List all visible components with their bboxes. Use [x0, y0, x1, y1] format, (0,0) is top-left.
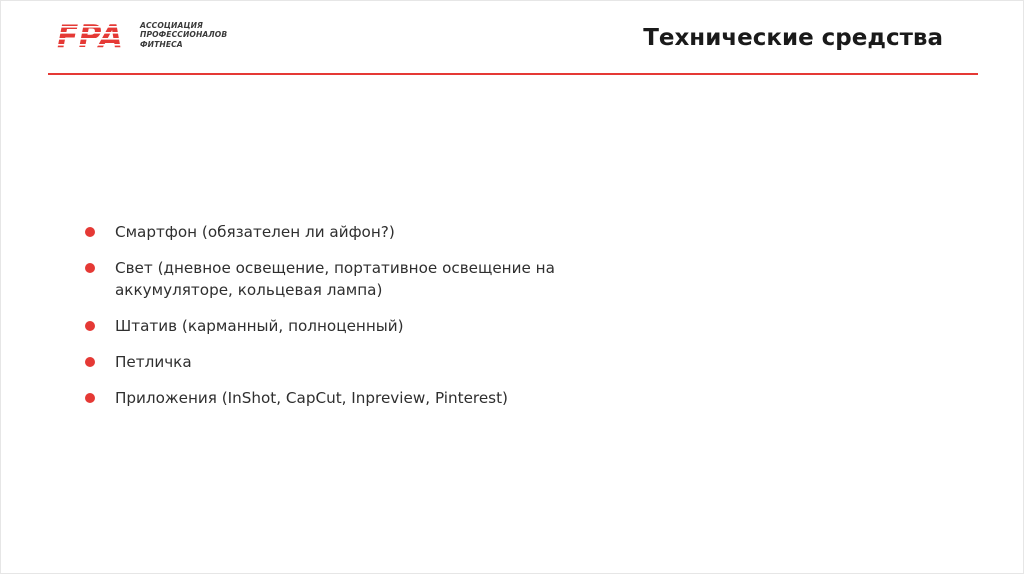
- bullet-dot-icon: [85, 263, 95, 273]
- list-item: [85, 221, 645, 243]
- bullet-dot-icon: [85, 227, 95, 237]
- list-item-text: Петличка: [115, 353, 192, 371]
- logo-line-2: ПРОФЕССИОНАЛОВ: [140, 30, 228, 40]
- logo-line-3: ФИТНЕСА: [140, 39, 183, 49]
- list-item-text: Смартфон (обязателен ли айфон?): [115, 223, 395, 241]
- bullet-dot-icon: [85, 357, 95, 367]
- bullet-dot-icon: [85, 321, 95, 331]
- list-item: [85, 257, 645, 301]
- list-item-text: Приложения (InShot, CapCut, Inpreview, Pinterest): [115, 389, 508, 407]
- list-item: [85, 315, 645, 337]
- header-divider: [48, 73, 978, 75]
- list-item-text: Штатив (карманный, полноценный): [115, 317, 404, 335]
- list-item: [85, 351, 645, 373]
- bullet-list: [85, 221, 645, 423]
- list-item: [85, 387, 645, 409]
- logo-line-1: АССОЦИАЦИЯ: [140, 20, 204, 30]
- fpa-logo-mark: [57, 19, 131, 51]
- list-item-text: Свет (дневное освещение, портативное освещение на аккумуляторе, кольцевая лампа): [115, 259, 555, 299]
- fpa-logo: [57, 19, 227, 51]
- page-title: Технические средства: [643, 25, 943, 51]
- logo-caption: [140, 21, 227, 49]
- bullet-dot-icon: [85, 393, 95, 403]
